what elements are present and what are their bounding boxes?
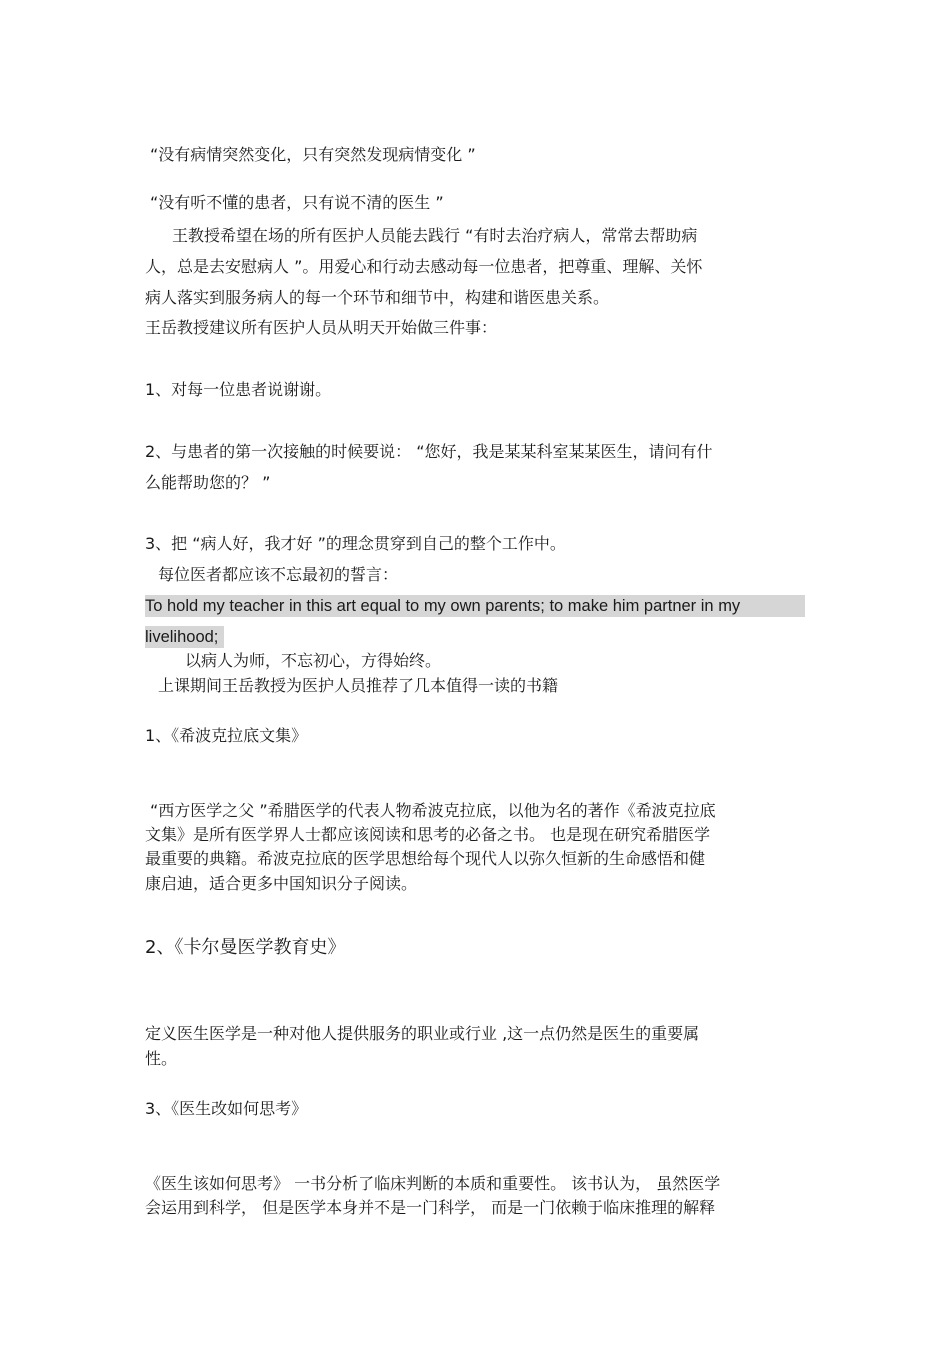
paragraph-line: 王教授希望在场的所有医护人员能去践行 “有时去治疗病人，常常去帮助病 <box>172 226 698 245</box>
list-item: 1、对每一位患者说谢谢。 <box>145 380 332 399</box>
book-title: 3、《医生改如何思考》 <box>145 1099 308 1118</box>
paragraph-line: 最重要的典籍。希波克拉底的医学思想给每个现代人以弥久恒新的生命感悟和健 <box>145 849 706 868</box>
highlighted-quote: To hold my teacher in this art equal to my own parents; to make him partner in my <box>145 595 805 617</box>
paragraph-line: 人，总是去安慰病人 ”。用爱心和行动去感动每一位患者，把尊重、理解、关怀 <box>145 257 703 276</box>
book-title: 1、《希波克拉底文集》 <box>145 726 308 745</box>
paragraph-line: 会运用到科学， 但是医学本身并不是一门科学， 而是一门依赖于临床推理的解释 <box>145 1198 716 1217</box>
quote-line-1: “没有病情突然变化，只有突然发现病情变化 ” <box>150 145 476 164</box>
paragraph-line: 《医生该如何思考》 一书分析了临床判断的本质和重要性。 该书认为， 虽然医学 <box>145 1174 721 1193</box>
quote-line-2: “没有听不懂的患者，只有说不清的医生 ” <box>150 193 444 212</box>
paragraph-line: 上课期间王岳教授为医护人员推荐了几本值得一读的书籍 <box>158 676 559 695</box>
paragraph-line: 王岳教授建议所有医护人员从明天开始做三件事： <box>145 318 498 337</box>
paragraph-line: “西方医学之父 ”希腊医学的代表人物希波克拉底，以他为名的著作《希波克拉底 <box>150 801 716 820</box>
paragraph-line: 性。 <box>145 1049 178 1068</box>
paragraph-line: 康启迪，适合更多中国知识分子阅读。 <box>145 874 418 893</box>
paragraph-line: 定义医生医学是一种对他人提供服务的职业或行业 ,这一点仍然是医生的重要属 <box>145 1024 700 1043</box>
paragraph-line: 每位医者都应该不忘最初的誓言： <box>158 565 399 584</box>
book-title: 2、《卡尔曼医学教育史》 <box>145 937 346 958</box>
paragraph-line: 病人落实到服务病人的每一个环节和细节中，构建和谐医患关系。 <box>145 288 610 307</box>
list-item: 么能帮助您的？ ” <box>145 473 271 492</box>
list-item: 3、把 “病人好，我才好 ”的理念贯穿到自己的整个工作中。 <box>145 534 566 553</box>
paragraph-line: 文集》是所有医学界人士都应该阅读和思考的必备之书。 也是现在研究希腊医学 <box>145 825 711 844</box>
highlighted-quote: livelihood; <box>145 626 224 648</box>
paragraph-line: 以病人为师，不忘初心，方得始终。 <box>185 651 442 670</box>
list-item: 2、与患者的第一次接触的时候要说： “您好，我是某某科室某某医生，请问有什 <box>145 442 713 461</box>
